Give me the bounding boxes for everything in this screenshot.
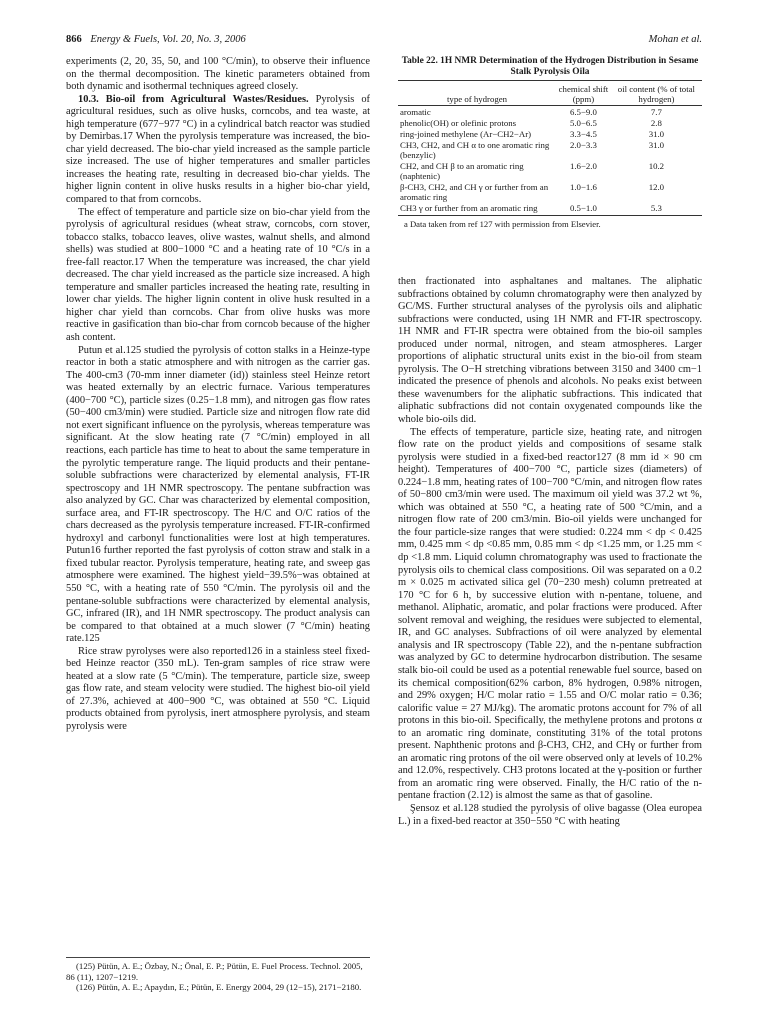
cell-content: 5.3 <box>611 202 702 215</box>
page-number: 866 <box>66 34 82 45</box>
cell-type: β-CH3, CH2, and CH γ or further from an aromatic ring <box>400 181 549 202</box>
left-paragraph-1: experiments (2, 20, 35, 50, and 100 °C/min), to observe their influence on the thermal decomposition. The kinetic parameters obtained from both dynamic and isothermal techniques agreed closely. <box>66 56 370 93</box>
left-paragraph-4: Putun et al.125 studied the pyrolysis of cotton stalks in a Heinze-type reactor in both a static atmosphere and with nitrogen as the carrier gas. The 400-cm3 (70-mm inner diameter (id)) stainless steel Heinze retort was heated externally by an electric furnace. Various temperatures (400−700 °C), particle sizes (0.25−1.8 mm), and nitrogen gas flow rates (50−400 cm3/min) were studied. Particle size and nitrogen flow rate did not exert significant influence on the pyrolysis, whereas temperature was significant. At the slow heating rate (7 °C/min) employed in all reactions, each particle has time to heat to about the same temperature in the pyrolytic temperature range. The liquid products and their pentane-soluble subfractions were characterized by elemental analysis, FT-IR spectroscopy and 1H NMR spectroscopy. The pentane subfraction was also analyzed by GC. Char was characterized by elemental composition, surface area, and FT-IR spectroscopy. The H/C and O/C ratios of the chars decreased as the pyrolysis temperature increased. FT-IR-confirmed hydroxyl and carbonyl functionalities were lost at high temperatures. Putun16 further reported the fast pyrolysis of cotton straw and stalk in a fixed tubular reactor. Pyrolysis temperature, heating rate, and sweep gas atmosphere were examined. The highest yield−39.5%−was obtained at 550 °C, with a heating rate of 550 °C/min. The pyrolysis oil and the pentane-soluble subfractions were characterized by elemental analysis, GC, infrared (IR), and 1H NMR spectroscopy. The product analysis can be compared to that obtained at a much slower (7 °C/min) heating rate.125 <box>66 344 370 645</box>
cell-type: CH2, and CH β to an aromatic ring (naphtenic) <box>400 160 524 181</box>
section-heading: 10.3. Bio-oil from Agricultural Wastes/Residues. <box>78 93 309 105</box>
cell-content: 31.0 <box>648 139 665 150</box>
left-paragraph-2-text: Pyrolysis of agricultural residues, such as olive husks, corncobs, and tea waste, at high temperature (677−977 °C) in a cylindrical batch reactor was studied by Demirbas.17 When the pyrolysis temperature was increased, the bio-char yield decreased. The bio-char yield increased as the sample particle size increased. The use of higher temperatures and smaller particles increases the heating rate, resulting in decreased bio-char yields. The higher lignin content in olive husks results in a higher bio-char yield, compared to that from corncobs. <box>66 93 370 206</box>
right-column <box>398 276 702 828</box>
cell-shift: 0.5−1.0 <box>556 202 611 215</box>
col-header-type: type of hydrogen <box>398 83 556 106</box>
cell-type: aromatic <box>400 106 431 117</box>
cell-content: 12.0 <box>648 181 665 192</box>
cell-shift: 5.0−6.5 <box>569 117 597 128</box>
cell-shift: 1.0−1.6 <box>569 181 597 192</box>
right-paragraph-3: Şensoz et al.128 studied the pyrolysis of olive bagasse (Olea europea L.) in a fixed-bed reactor at 350−550 °C with heating <box>398 802 702 827</box>
cell-shift: 3.3−4.5 <box>569 128 597 139</box>
cell-shift: 2.0−3.3 <box>569 139 597 150</box>
cell-content: 10.2 <box>648 160 665 171</box>
left-paragraph-5: Rice straw pyrolyses were also reported126 in a stainless steel fixed-bed Heinze reactor (350 mL). Ten-gram samples of rice straw were heated at a slow rate (5 °C/min). The temperature, particle size, sweep gas flow rate, and steam velocity were studied. The highest bio-oil yield of 27.3%, achieved at 400−900 °C, was obtained at 550 °C. Liquid products obtained from pyrolysis, inert atmosphere pyrolysis, and steam pyrolysis were <box>66 645 370 732</box>
table-row <box>398 202 702 215</box>
cell-shift: 1.6−2.0 <box>569 160 597 171</box>
reference-125: (125) Pütün, A. E.; Özbay, N.; Önal, E. P.; Pütün, E. Fuel Process. Technol. 2005, 86 (11), 1207−1219. <box>66 961 363 982</box>
journal-citation: Energy & Fuels, Vol. 20, No. 3, 2006 <box>90 34 246 45</box>
col-header-content: oil content (% of total hydrogen) <box>611 83 702 106</box>
cell-content: 31.0 <box>648 128 665 139</box>
page-header <box>66 34 702 48</box>
table-row <box>398 117 702 128</box>
cell-type: ring-joined methylene (Ar−CH2−Ar) <box>400 128 532 139</box>
table-row <box>398 128 702 139</box>
table-row <box>398 160 702 181</box>
left-paragraph-3: The effect of temperature and particle size on bio-char yield from the pyrolysis of agricultural residues (wheat straw, corncobs, corn stover, tobacco stalks, tobacco leaves, olive wastes, walnut shells, and almond shells) was studied at 800−1000 °C and a heating rate of 10 °C/s in a free-fall reactor.17 When the temperature was increased, the char yield decreased. The char yield increased as the particle size increased. A high temperature and smaller particles increased the heating rate, resulting in lower char yields. The higher lignin content in olive husk resulted in a higher char yield than corncobs. Char from olive husks was more reactive in gasification than bio-char from corncob because of the higher ash content. <box>66 206 370 344</box>
right-paragraph-1: then fractionated into asphaltanes and maltanes. The aliphatic subfractions obtained by column chromatography were then analyzed by GC/MS. Further structural analyses of the pyrolysis oils and aliphatic subfractions were conducted, using 1H NMR and FT-IR spectroscopy. 1H NMR and FT-IR spectra were obtained from the bio-oil samples produced under normal, nitrogen, and steam atmospheres. Larger proportions of aliphatic structural units exist in the bio-oil from steam pyrolysis. The O−H stretching vibrations between 3150 and 3400 cm−1 indicated the presence of phenols and alcohols. No peaks exist between these wavenumbers for the aliphatic subfractions. This indicated that aliphatic subfractions did not contain oxygenated compounds like the whole bio-oils did. <box>398 276 702 426</box>
table-row <box>398 181 702 202</box>
footnote-references <box>66 957 370 993</box>
cell-content: 7.7 <box>650 106 662 117</box>
table-footnote: a Data taken from ref 127 with permission from Elsevier. <box>404 218 601 229</box>
reference-126: (126) Pütün, A. E.; Apaydın, E.; Pütün, E. Energy 2004, 29 (12−15), 2171−2180. <box>76 982 362 993</box>
col-header-shift: chemical shift (ppm) <box>556 83 611 106</box>
left-paragraph-2 <box>66 94 370 207</box>
cell-shift: 6.5−9.0 <box>569 106 597 117</box>
table-22 <box>398 56 702 229</box>
cell-type: CH3 γ or further from an aromatic ring <box>398 202 556 215</box>
hydrogen-distribution-table <box>398 80 702 216</box>
table-row <box>398 139 702 160</box>
cell-content: 2.8 <box>650 117 662 128</box>
table-row <box>398 106 702 118</box>
cell-type: CH3, CH2, and CH α to one aromatic ring (benzylic) <box>400 139 550 160</box>
right-paragraph-2: The effects of temperature, particle size, heating rate, and nitrogen flow rate on the product yields and compositions of sesame stalk pyrolysis were studied in a fixed-bed reactor127 (8 mm id × 90 cm height). Temperatures of 400−700 °C, particle sizes (diameters) of 0.224−1.8 mm, heating rates of 100−700 °C/min, and nitrogen flow rates of 50−800 cm3/min were used. The maximum oil yield was 37.2 wt %, which was obtained at 550 °C, a heating rate of 500 °C/min, and a nitrogen flow rate of 200 cm3/min. Bio-oil yields were unchanged for the four particle-size ranges that were studied: 0.224 mm < dp < 0.425 mm, 0.425 mm < dp <0.85 mm, 0.85 mm < dp <1.25 mm, or 1.25 mm < dp <1.8 mm. Liquid column chromatography was used to fractionate the pyrolysis oils to chemical class compositions. Oil was separated on a 0.2 m × 0.025 m activated silica gel (70−230 mesh) column pretreated at 170 °C for 6 h, by successive elution with n-pentane, toluene, and methanol. Aliphatic, aromatic, and polar fractions were produced. After solvent removal and weighing, the residues were subjected to elemental, IR, and GC analyses. Subfractions of oil were analyzed by elemental analysis and IR spectroscopy (Table 22), and the n-pentane subfraction was analyzed by GC to determine hydrocarbon distribution. The sesame stalk bio-oil could be used as a potential renewable fuel source, based on its chemical composition(62% carbon, 8% hydrogen, 0.98% nitrogen, and 29% oxygen; H/C molar ratio = 1.55 and O/C molar ratio = 0.36; calorific value = 27 MJ/kg). The aromatic protons account for 7% of all protons in this bio-oil. Specifically, the methylene protons and protons α to an aromatic ring dominate, constituting 31% of the total protons present. Naphthenic protons and β-CH3, CH2, and CHγ or further from an aromatic ring protons of the oil were observed only at levels of 10.2% and 12.0%, respectively. CH3 protons located at the γ-position or further from an aromatic ring were observed. Finally, the H/C ratio of the n-pentane fraction (2.12) is almost the same as that of gasoline. <box>398 426 702 802</box>
left-column <box>66 56 370 956</box>
table-caption: Table 22. 1H NMR Determination of the Hydrogen Distribution in Sesame Stalk Pyrolysis Oila <box>401 56 699 77</box>
running-authors: Mohan et al. <box>648 34 702 45</box>
cell-type: phenolic(OH) or olefinic protons <box>400 117 517 128</box>
